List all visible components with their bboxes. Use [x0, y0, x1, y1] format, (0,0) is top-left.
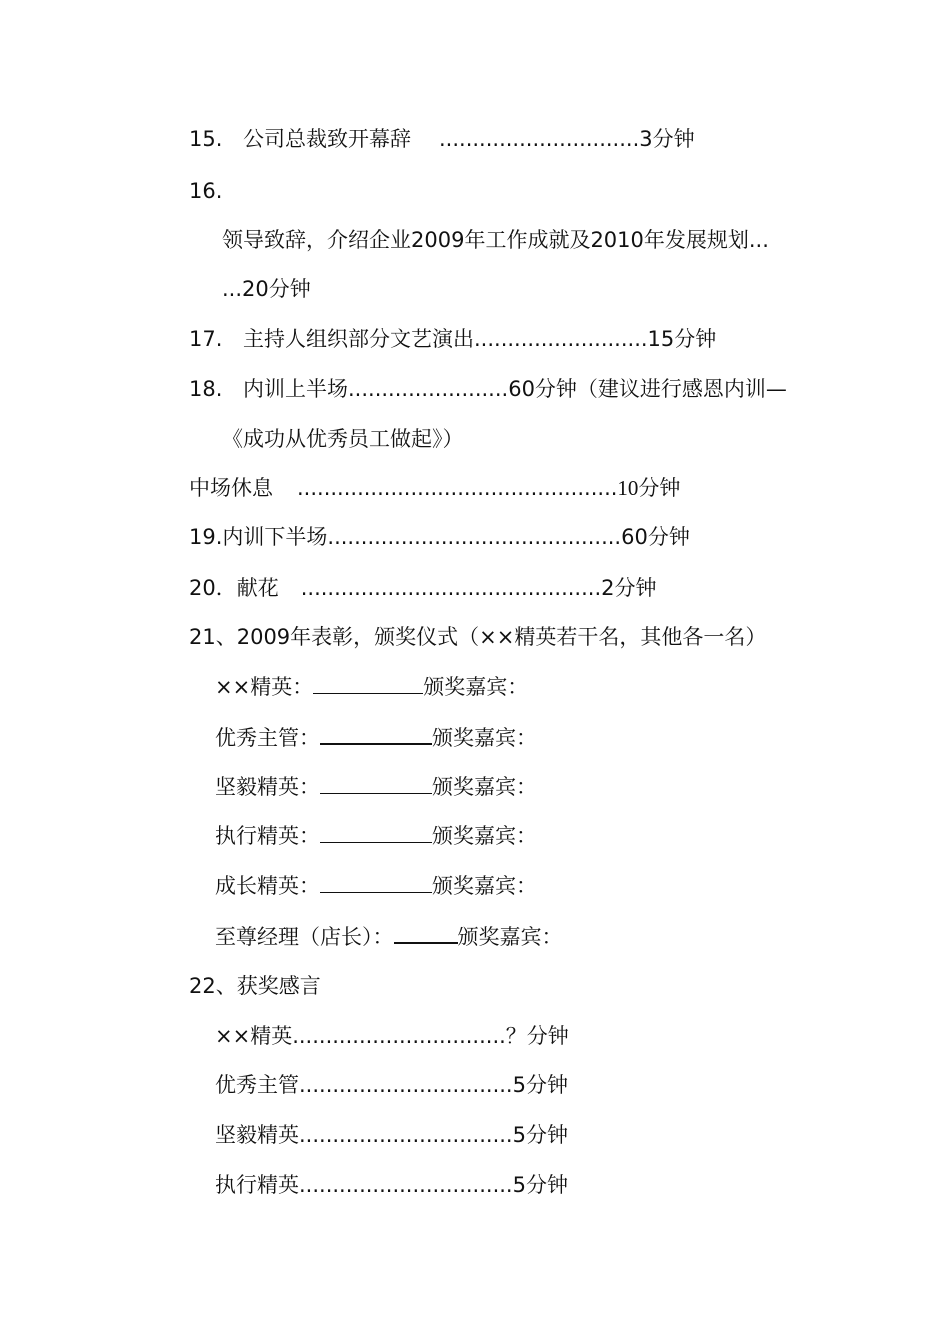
intermission-minutes: 10: [617, 476, 639, 500]
intermission-unit: 分钟: [638, 476, 681, 500]
award-label: 执行精英：: [215, 824, 320, 848]
award-row: [215, 822, 537, 850]
agenda-item-20: [189, 574, 656, 602]
agenda-item-16-duration: ...20分钟: [222, 277, 311, 301]
award-row: [215, 673, 528, 701]
award-label: ××精英：: [215, 675, 314, 699]
item-text: 20．献花: [189, 576, 279, 600]
award-label: 至尊经理（店长）：: [215, 925, 394, 949]
award-label: 成长精英：: [215, 874, 320, 898]
speech-row: 优秀主管................................5分钟: [215, 1073, 568, 1097]
award-guest-label: 颁奖嘉宾：: [432, 726, 537, 750]
winner-blank: [313, 673, 423, 694]
intermission-dots: ................................................: [297, 476, 618, 500]
item-text: 主持人组织部分文艺演出..........................15分钟: [243, 327, 717, 351]
award-guest-label: 颁奖嘉宾：: [457, 925, 563, 949]
agenda-item-15: [189, 125, 695, 153]
intermission-label: 中场休息: [189, 476, 273, 500]
agenda-item-18-subtitle: 《成功从优秀员工做起》）: [222, 427, 464, 451]
agenda-item-16-text: 领导致辞，介绍企业2009年工作成就及2010年发展规划...: [222, 228, 769, 252]
award-row: [215, 773, 537, 801]
winner-blank: [320, 872, 432, 893]
award-guest-label: 颁奖嘉宾：: [432, 775, 537, 799]
item-number: 17.: [189, 327, 223, 351]
agenda-item-22-title: 22、获奖感言: [189, 974, 321, 998]
award-guest-label: 颁奖嘉宾：: [432, 874, 537, 898]
item-number: 18.: [189, 377, 223, 401]
award-row: [215, 723, 537, 752]
agenda-item-19: 19.内训下半场............................................60分钟: [189, 525, 690, 549]
award-label: 坚毅精英：: [215, 775, 320, 799]
winner-blank: [320, 723, 432, 745]
speech-row: 执行精英................................5分钟: [215, 1173, 568, 1197]
winner-blank: [320, 822, 432, 843]
winner-blank: [320, 773, 432, 794]
award-row: [215, 922, 563, 951]
item-duration: ..............................3分钟: [439, 127, 695, 151]
item-duration: .............................................2分钟: [300, 576, 657, 600]
award-label: 优秀主管：: [215, 726, 320, 750]
speech-row: 坚毅精英................................5分钟: [215, 1123, 568, 1147]
agenda-item-17: [189, 325, 716, 353]
item-number: 15.: [189, 127, 223, 151]
item-text: 内训上半场........................60分钟（建议进行感恩内训—: [243, 377, 787, 401]
agenda-item-21-title: 21、2009年表彰，颁奖仪式（××精英若干名，其他各一名）: [189, 625, 767, 649]
agenda-item-16-number: 16.: [189, 179, 223, 203]
award-row: [215, 872, 537, 900]
agenda-item-18: [189, 375, 787, 403]
intermission-row: [189, 474, 680, 502]
speech-row: ××精英................................？分钟: [215, 1024, 569, 1048]
award-guest-label: 颁奖嘉宾：: [423, 675, 529, 699]
item-text: 公司总裁致开幕辞: [243, 127, 411, 151]
winner-blank: [394, 922, 458, 944]
award-guest-label: 颁奖嘉宾：: [432, 824, 537, 848]
